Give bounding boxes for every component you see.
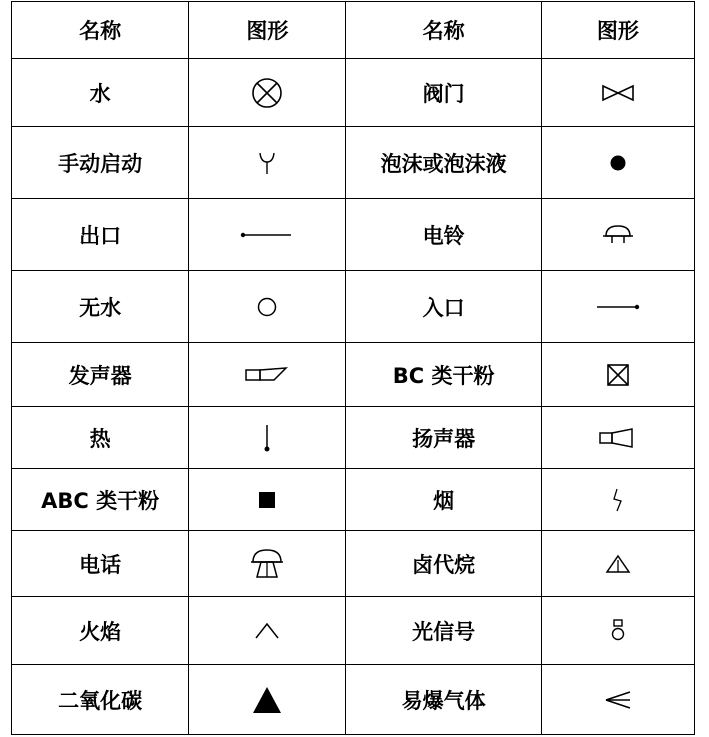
symbol-name: 水 — [12, 59, 189, 127]
symbol-name: 热 — [12, 407, 189, 469]
bowtie-valve-icon — [598, 78, 638, 108]
symbol-figure — [189, 271, 346, 343]
symbol-figure — [541, 531, 694, 597]
header-name-2: 名称 — [346, 2, 541, 59]
filled-dot-icon — [603, 148, 633, 178]
heat-pin-icon — [257, 421, 277, 455]
speaker-icon — [596, 426, 640, 450]
explosive-gas-icon — [601, 687, 635, 713]
y-fork-icon — [252, 148, 282, 178]
inlet-line-icon — [593, 297, 643, 317]
telephone-icon — [247, 546, 287, 582]
symbol-figure — [541, 343, 694, 407]
circled-x-icon — [247, 73, 287, 113]
symbol-name: 电话 — [12, 531, 189, 597]
table-row — [12, 343, 695, 407]
symbol-figure — [541, 271, 694, 343]
header-figure-2: 图形 — [541, 2, 694, 59]
symbol-name: 出口 — [12, 199, 189, 271]
symbol-name: 入口 — [346, 271, 541, 343]
table-row — [12, 199, 695, 271]
symbol-name: ABC 类干粉 — [12, 469, 189, 531]
table-row — [12, 531, 695, 597]
symbol-figure — [189, 665, 346, 735]
symbol-figure — [189, 597, 346, 665]
triangle-halon-icon — [603, 552, 633, 576]
symbol-figure — [189, 343, 346, 407]
filled-square-icon — [252, 485, 282, 515]
smoke-squiggle-icon — [608, 485, 628, 515]
symbol-name: 烟 — [346, 469, 541, 531]
header-name-1: 名称 — [12, 2, 189, 59]
symbol-name: 泡沫或泡沫液 — [346, 127, 541, 199]
symbol-name: 易爆气体 — [346, 665, 541, 735]
symbol-name: 扬声器 — [346, 407, 541, 469]
sounder-icon — [242, 363, 292, 387]
table-row — [12, 469, 695, 531]
symbol-name: BC 类干粉 — [346, 343, 541, 407]
symbol-figure — [189, 407, 346, 469]
header-row — [12, 2, 695, 59]
outlet-line-icon — [237, 225, 297, 245]
symbol-name: 电铃 — [346, 199, 541, 271]
symbol-figure — [189, 59, 346, 127]
symbol-name: 光信号 — [346, 597, 541, 665]
symbol-figure — [541, 199, 694, 271]
caret-flame-icon — [252, 616, 282, 646]
table-row — [12, 59, 695, 127]
symbol-figure — [189, 127, 346, 199]
header-figure-1: 图形 — [189, 2, 346, 59]
open-circle-icon — [252, 292, 282, 322]
filled-triangle-icon — [250, 685, 284, 715]
boxed-x-icon — [603, 360, 633, 390]
symbol-figure — [541, 59, 694, 127]
symbol-figure — [189, 469, 346, 531]
symbol-figure — [189, 199, 346, 271]
table-row — [12, 127, 695, 199]
symbol-name: 二氧化碳 — [12, 665, 189, 735]
symbol-figure — [541, 469, 694, 531]
symbol-figure — [541, 127, 694, 199]
symbol-name: 无水 — [12, 271, 189, 343]
table-row — [12, 407, 695, 469]
table-row — [12, 665, 695, 735]
bell-icon — [598, 220, 638, 250]
symbol-name: 阀门 — [346, 59, 541, 127]
symbol-name: 卤代烷 — [346, 531, 541, 597]
symbol-name: 火焰 — [12, 597, 189, 665]
symbol-table — [11, 1, 695, 735]
symbol-figure — [189, 531, 346, 597]
symbol-name: 手动启动 — [12, 127, 189, 199]
symbol-figure — [541, 597, 694, 665]
table-row — [12, 271, 695, 343]
light-signal-icon — [608, 616, 628, 646]
symbol-figure — [541, 665, 694, 735]
table-row — [12, 597, 695, 665]
symbol-figure — [541, 407, 694, 469]
symbol-name: 发声器 — [12, 343, 189, 407]
